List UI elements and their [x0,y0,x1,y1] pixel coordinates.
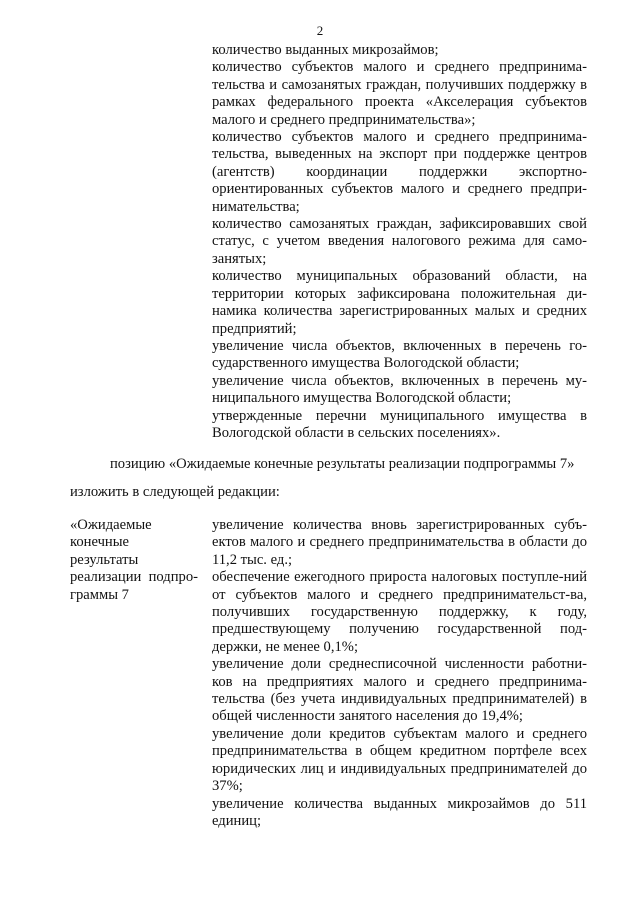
list-item: количество субъектов малого и среднего предпринима-тельства, выведенных на экспорт при поддержке центров (агентств) координации поддержки экспортно-ориентированных субъектов малого и среднего предпри-нимательства; [212,129,587,215]
list-item: увеличение доли кредитов субъектам малого и среднего предпринимательства в общем кредитном портфеле всех юридических лиц и индивидуальных предпринимателей до 37%; [212,725,587,795]
list-item: количество самозанятых граждан, зафиксировавших свой статус, с учетом введения налогового режима для само-занятых; [212,216,587,267]
list-item: увеличение числа объектов, включенных в перечень му-ниципального имущества Вологодской области; [212,372,587,407]
instruction-paragraph-continued: изложить в следующей редакции: [70,484,280,500]
position-label [70,517,198,604]
bottom-results-list [212,517,587,830]
list-item: утвержденные перечни муниципального имущества в Вологодской области в сельских поселениях». [212,407,587,441]
list-item: количество муниципальных образований области, на территории которых зафиксирована положительная ди-намика количества зарегистрированных малых и средних предприятий; [212,268,587,337]
list-item: количество выданных микрозаймов; [212,42,439,58]
list-item: увеличение количества вновь зарегистрированных субъ-ектов малого и среднего предпринимательства в области до 11,2 тыс. ед.; [212,517,587,568]
position-label-text: «Ожидаемые конечные результаты реализации подпро-граммы 7 [70,517,198,603]
list-item: увеличение доли среднесписочной численности работни-ков на предприятиях малого и среднего предпринима-тельства (без учета индивидуальных предпринимателей) в общей численности занятого населения до 19,4%; [212,656,587,725]
instruction-paragraph: позицию «Ожидаемые конечные результаты реализации подпрограммы 7» [110,456,575,472]
page-number: 2 [316,23,324,38]
list-item: увеличение числа объектов, включенных в перечень го-сударственного имущества Вологодской области; [212,337,587,372]
list-item: количество субъектов малого и среднего предпринима-тельства и самозанятых граждан, получивших поддержку в рамках федерального проекта «Акселерация субъектов малого и среднего предпринимательства»; [212,59,587,128]
top-results-list [212,42,587,442]
list-item: увеличение количества выданных микрозаймов до 511 единиц; [212,795,587,829]
list-item: обеспечение ежегодного прироста налоговых поступле-ний от субъектов малого и среднего предпринимательст-ва, получивших государственную поддержку, к году, предшествующему получению государственной под-держки, не менее 0,1%; [212,569,587,655]
